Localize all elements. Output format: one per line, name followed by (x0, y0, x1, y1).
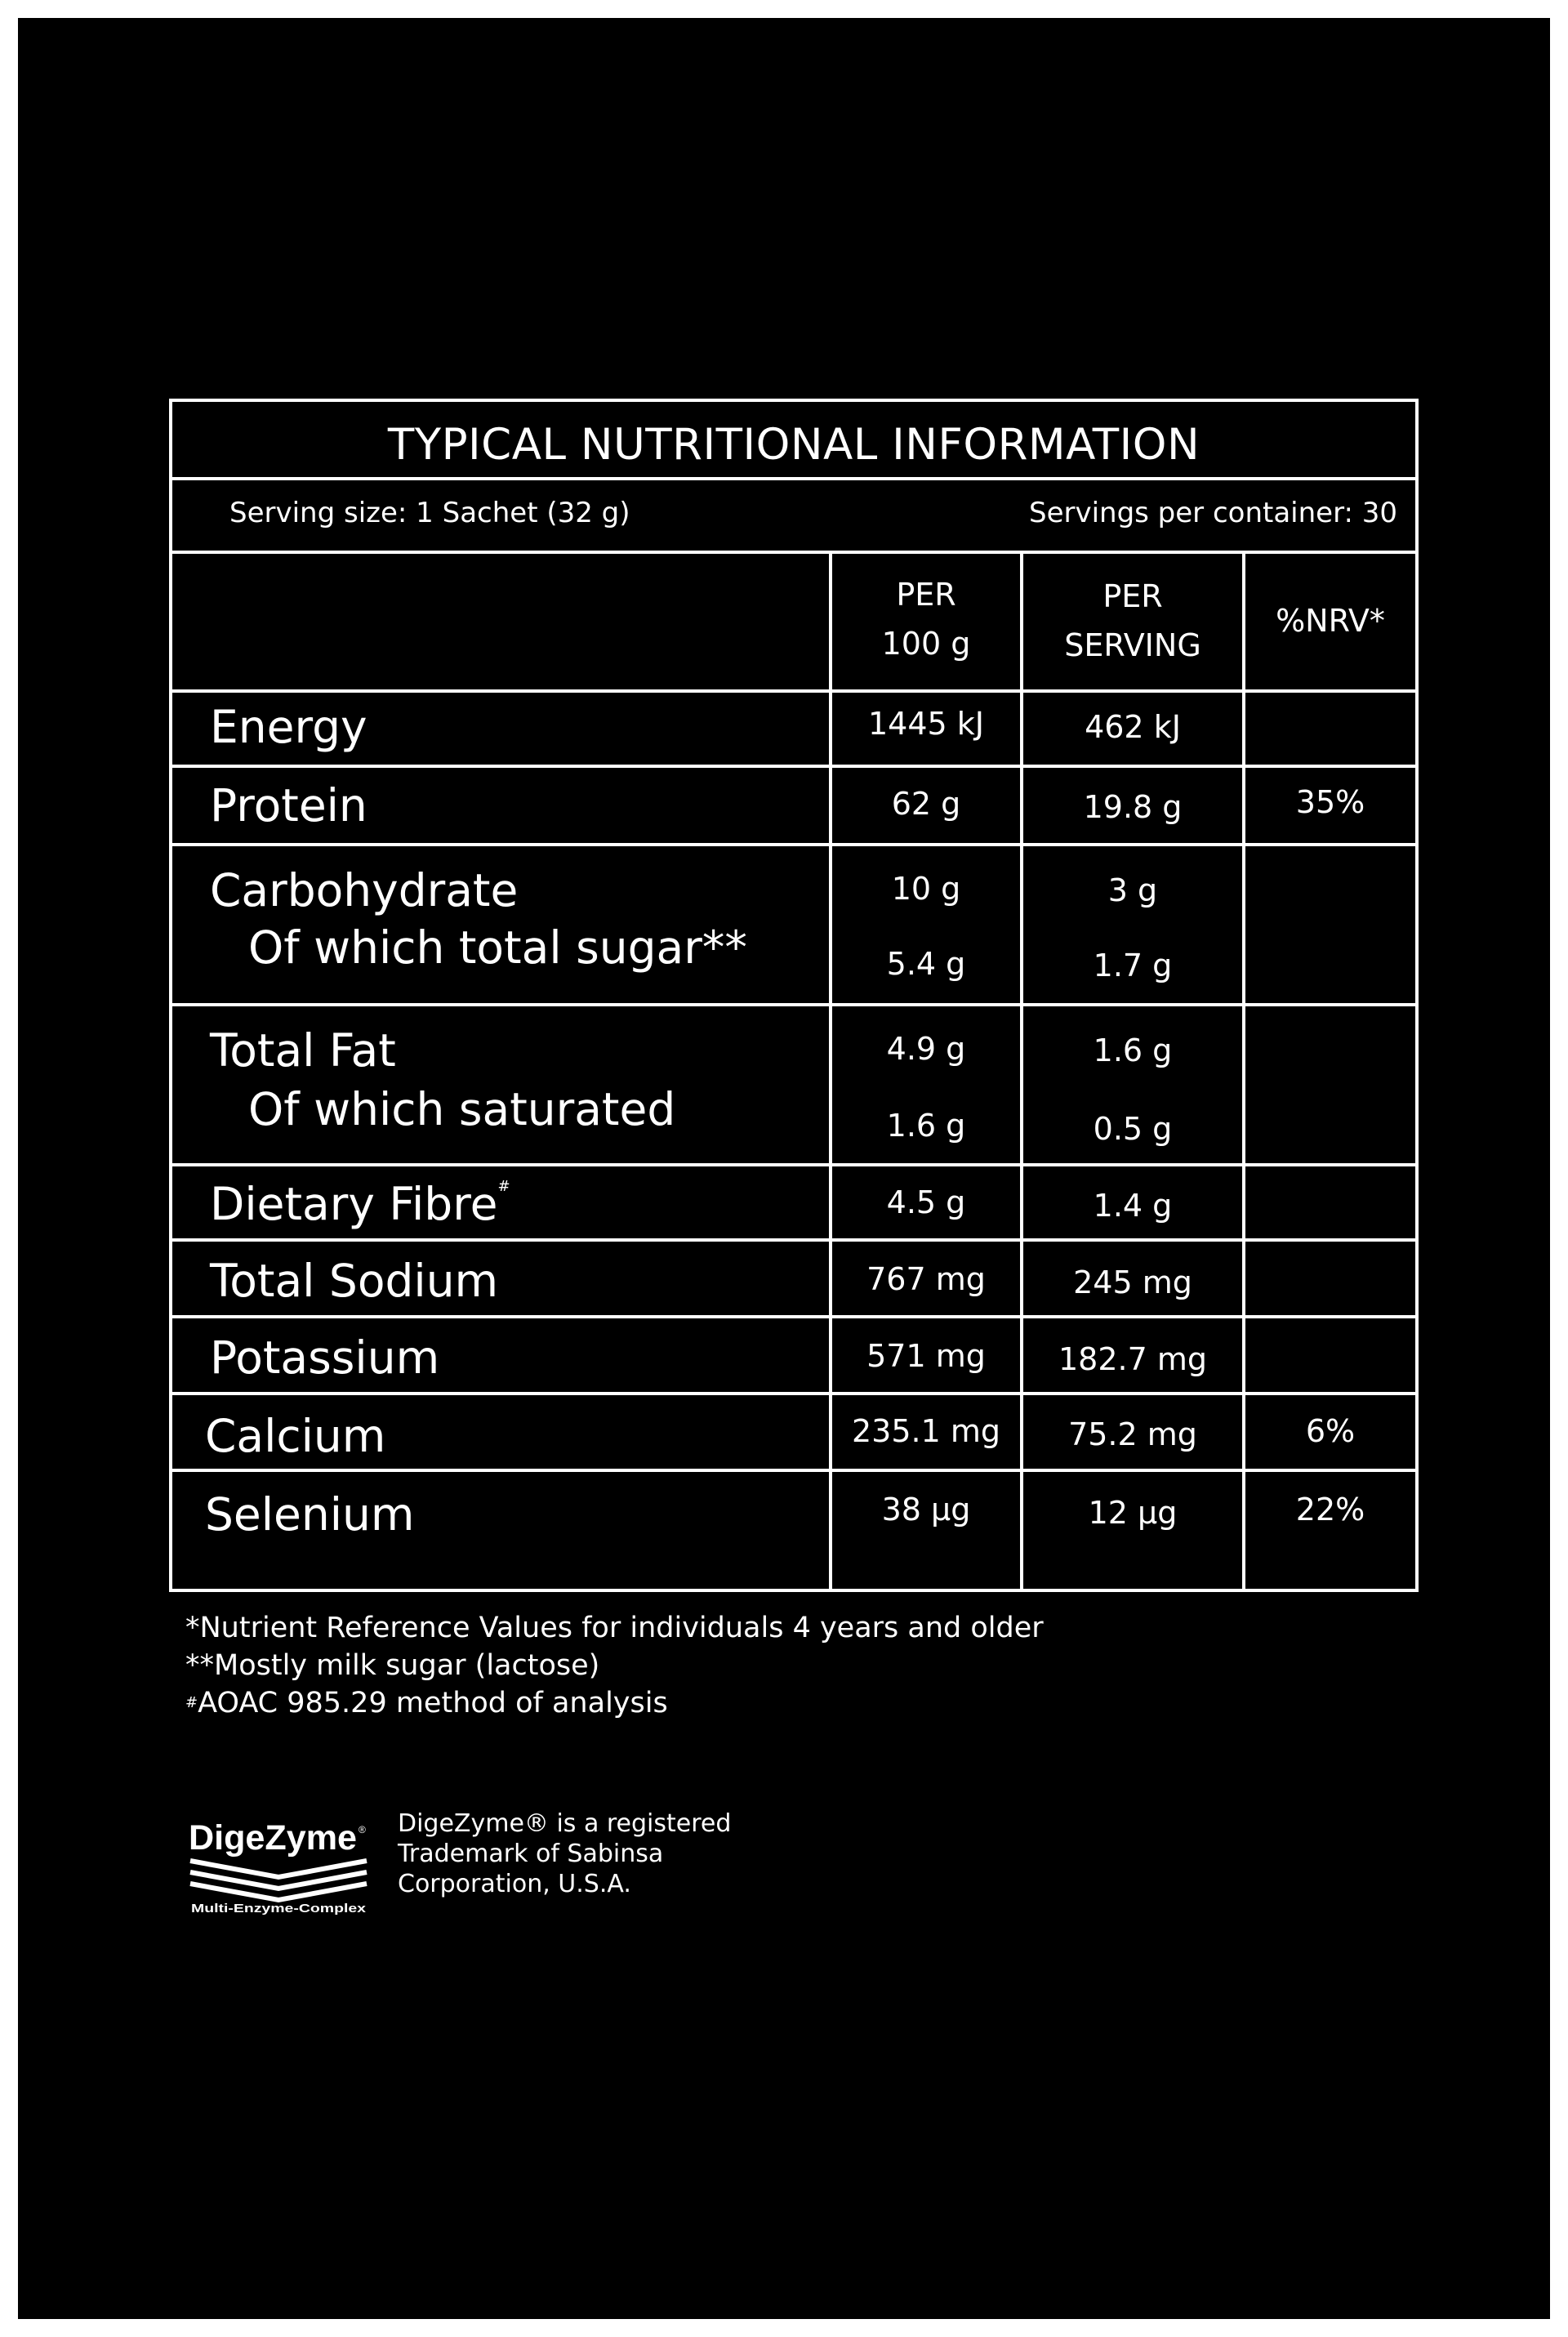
nutrient-name-total-sugar: Of which total sugar** (248, 921, 747, 974)
rule-title (172, 477, 1415, 480)
carbohydrate-per-serving: 3 g (1107, 872, 1158, 908)
header-per-serving-line2: SERVING (1064, 627, 1201, 663)
nutrient-name-dietary-fibre (210, 1178, 510, 1230)
sugar-per-serving: 1.7 g (1093, 948, 1173, 983)
selenium-per-100g: 38 µg (881, 1492, 971, 1528)
header-per-serving-line1: PER (1102, 578, 1163, 614)
header-per-100g (832, 570, 1020, 668)
footnote-fibre (185, 1684, 1044, 1722)
nutrient-name-carbohydrate: Carbohydrate (210, 864, 519, 917)
nutrient-name-total-sodium: Total Sodium (210, 1255, 499, 1307)
footnote-fibre-text: AOAC 985.29 method of analysis (198, 1687, 668, 1719)
potassium-per-100g: 571 mg (866, 1338, 986, 1374)
sugar-per-100g: 5.4 g (886, 946, 966, 982)
calcium-per-serving: 75.2 mg (1068, 1416, 1197, 1452)
logo-brand-text: DigeZyme (189, 1818, 357, 1858)
digezyme-logo (189, 1813, 370, 1916)
selenium-nrv: 22% (1295, 1492, 1365, 1528)
header-per-100g-line1: PER (896, 577, 956, 613)
carbohydrate-per-100g: 10 g (891, 871, 961, 907)
calcium-nrv: 6% (1305, 1413, 1356, 1449)
header-per-serving (1023, 572, 1242, 670)
trademark-line-3: Corporation, U.S.A. (398, 1870, 631, 1898)
nutrient-name-calcium: Calcium (205, 1410, 386, 1462)
nutrient-name-total-fat: Total Fat (210, 1024, 396, 1077)
footnote-sugar: **Mostly milk sugar (lactose) (185, 1649, 600, 1682)
footnotes (185, 1609, 1044, 1722)
header-nrv: %NRV* (1276, 603, 1385, 639)
label-panel (18, 18, 1550, 2319)
selenium-per-serving: 12 µg (1088, 1495, 1178, 1531)
nutrient-name-saturated: Of which saturated (248, 1083, 676, 1135)
header-per-100g-line2: 100 g (881, 626, 971, 662)
protein-per-serving: 19.8 g (1083, 789, 1183, 825)
saturated-per-serving: 0.5 g (1093, 1111, 1173, 1147)
fat-per-serving: 1.6 g (1093, 1032, 1173, 1068)
trademark-line-1: DigeZyme® is a registered (398, 1809, 732, 1838)
trademark-line-2: Trademark of Sabinsa (398, 1840, 664, 1868)
rule-carbohydrate (172, 1003, 1415, 1006)
rule-energy (172, 765, 1415, 768)
nutrient-name-protein: Protein (210, 779, 368, 832)
sodium-per-serving: 245 mg (1073, 1264, 1192, 1300)
digezyme-logo-graphic (189, 1813, 370, 1916)
saturated-per-100g: 1.6 g (886, 1108, 966, 1144)
fat-per-100g: 4.9 g (886, 1031, 966, 1067)
energy-per-100g: 1445 kJ (868, 706, 984, 742)
rule-protein (172, 843, 1415, 846)
rule-potassium (172, 1392, 1415, 1395)
sodium-per-100g: 767 mg (866, 1261, 986, 1297)
nutrient-name-selenium: Selenium (205, 1488, 415, 1541)
rule-sodium (172, 1315, 1415, 1318)
energy-per-serving: 462 kJ (1085, 709, 1181, 745)
table-title: TYPICAL NUTRITIONAL INFORMATION (387, 420, 1200, 470)
trademark-notice (398, 1808, 731, 1899)
servings-per-container: Servings per container: 30 (1028, 497, 1397, 529)
footnote-nrv: *Nutrient Reference Values for individuals 4 years and older (185, 1612, 1044, 1644)
footnote-fibre-mark: # (185, 1694, 198, 1711)
rule-calcium (172, 1469, 1415, 1472)
logo-tagline: Multi-Enzyme-Complex (191, 1902, 367, 1916)
logo-registered-mark: ® (359, 1824, 366, 1835)
fibre-per-serving: 1.4 g (1093, 1188, 1173, 1224)
serving-size: Serving size: 1 Sachet (32 g) (229, 497, 630, 529)
protein-nrv: 35% (1295, 784, 1365, 820)
rule-fat (172, 1163, 1415, 1166)
nutrition-table (169, 399, 1419, 1592)
dietary-fibre-label: Dietary Fibre (210, 1178, 498, 1230)
rule-fibre (172, 1238, 1415, 1242)
fibre-footnote-mark: # (497, 1178, 510, 1195)
potassium-per-serving: 182.7 mg (1058, 1341, 1207, 1377)
calcium-per-100g: 235.1 mg (851, 1413, 1000, 1449)
rule-header (172, 689, 1415, 693)
rule-serving (172, 551, 1415, 554)
nutrient-name-energy: Energy (210, 701, 368, 753)
fibre-per-100g: 4.5 g (886, 1184, 966, 1220)
protein-per-100g: 62 g (891, 786, 961, 822)
nutrient-name-potassium: Potassium (210, 1331, 440, 1384)
